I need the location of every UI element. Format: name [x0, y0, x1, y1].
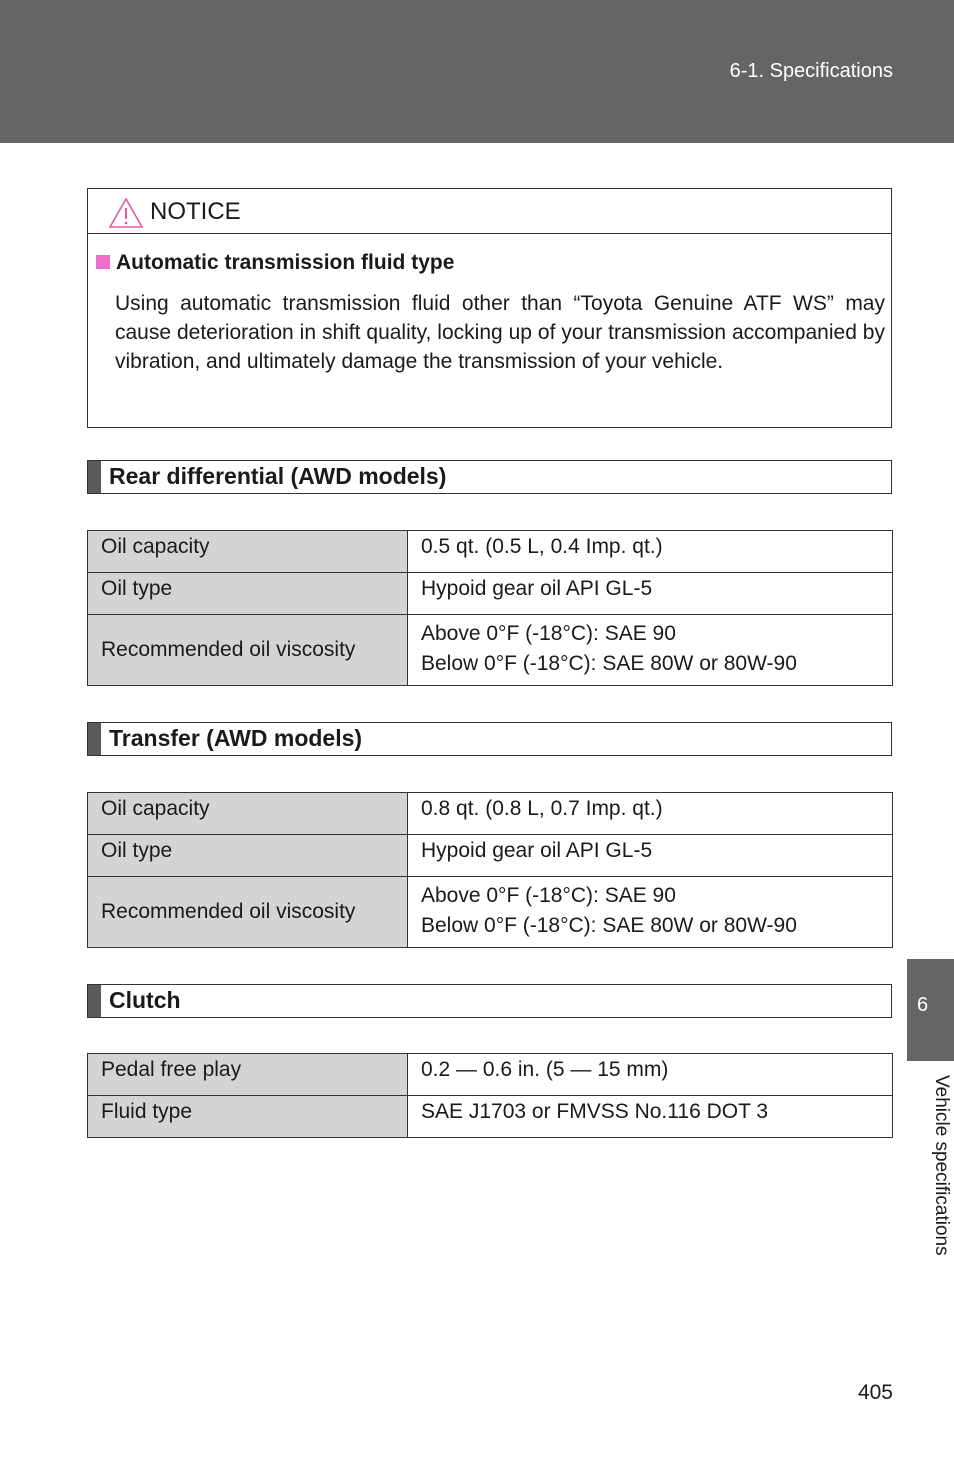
- spec-value: 0.5 qt. (0.5 L, 0.4 Imp. qt.): [408, 531, 893, 573]
- rear-differential-table: [87, 530, 893, 686]
- table-row: [88, 1096, 893, 1138]
- section-bar: [88, 985, 101, 1017]
- section-clutch: [87, 984, 892, 1018]
- section-breadcrumb: 6-1. Specifications: [729, 60, 893, 82]
- warning-triangle-icon: [108, 197, 144, 229]
- spec-key: Oil capacity: [88, 531, 408, 573]
- notice-box: [87, 188, 892, 428]
- section-title: Transfer (AWD models): [109, 725, 363, 751]
- spec-value: Hypoid gear oil API GL-5: [408, 835, 893, 877]
- spec-key: Pedal free play: [88, 1054, 408, 1096]
- table-row: [88, 615, 893, 686]
- spec-value-line: Above 0°F (-18°C): SAE 90: [421, 884, 676, 907]
- notice-header: [88, 189, 891, 234]
- spec-key: Recommended oil viscosity: [88, 615, 408, 686]
- notice-label: NOTICE: [150, 198, 241, 225]
- page-header: [0, 0, 954, 143]
- section-title: Rear differential (AWD models): [109, 463, 447, 489]
- section-bar: [88, 461, 101, 493]
- chapter-number: 6: [917, 994, 929, 1016]
- notice-body: Using automatic transmission fluid other than “Toyota Genuine ATF WS” may cause deterioration in shift quality, locking up of your transmission accompanied by vibration, and ultimately damage the transmission of your vehicle.: [115, 292, 885, 373]
- spec-value: SAE J1703 or FMVSS No.116 DOT 3: [408, 1096, 893, 1138]
- table-row: [88, 573, 893, 615]
- clutch-table: [87, 1053, 893, 1138]
- notice-heading: [96, 251, 454, 275]
- page-number: 405: [857, 1381, 893, 1404]
- table-row: [88, 877, 893, 948]
- transfer-table: [87, 792, 893, 948]
- spec-key: Oil type: [88, 573, 408, 615]
- table-row: [88, 1054, 893, 1096]
- spec-value: 0.2 — 0.6 in. (5 — 15 mm): [408, 1054, 893, 1096]
- spec-value-line: Below 0°F (-18°C): SAE 80W or 80W-90: [421, 652, 797, 675]
- section-rear-differential: [87, 460, 892, 494]
- spec-value: Hypoid gear oil API GL-5: [408, 573, 893, 615]
- spec-value: [408, 615, 893, 686]
- section-title: Clutch: [109, 987, 181, 1013]
- section-transfer: [87, 722, 892, 756]
- chapter-label: Vehicle specifications: [931, 1075, 952, 1256]
- table-row: [88, 835, 893, 877]
- table-row: [88, 793, 893, 835]
- spec-value-line: Below 0°F (-18°C): SAE 80W or 80W-90: [421, 914, 797, 937]
- chapter-tab: [907, 959, 954, 1061]
- square-bullet-icon: [96, 255, 110, 269]
- spec-key: Fluid type: [88, 1096, 408, 1138]
- section-bar: [88, 723, 101, 755]
- table-row: [88, 531, 893, 573]
- spec-key: Oil type: [88, 835, 408, 877]
- spec-key: Oil capacity: [88, 793, 408, 835]
- notice-heading-text: Automatic transmission fluid type: [116, 251, 455, 274]
- spec-value-line: Above 0°F (-18°C): SAE 90: [421, 622, 676, 645]
- spec-value: 0.8 qt. (0.8 L, 0.7 Imp. qt.): [408, 793, 893, 835]
- spec-key: Recommended oil viscosity: [88, 877, 408, 948]
- spec-value: [408, 877, 893, 948]
